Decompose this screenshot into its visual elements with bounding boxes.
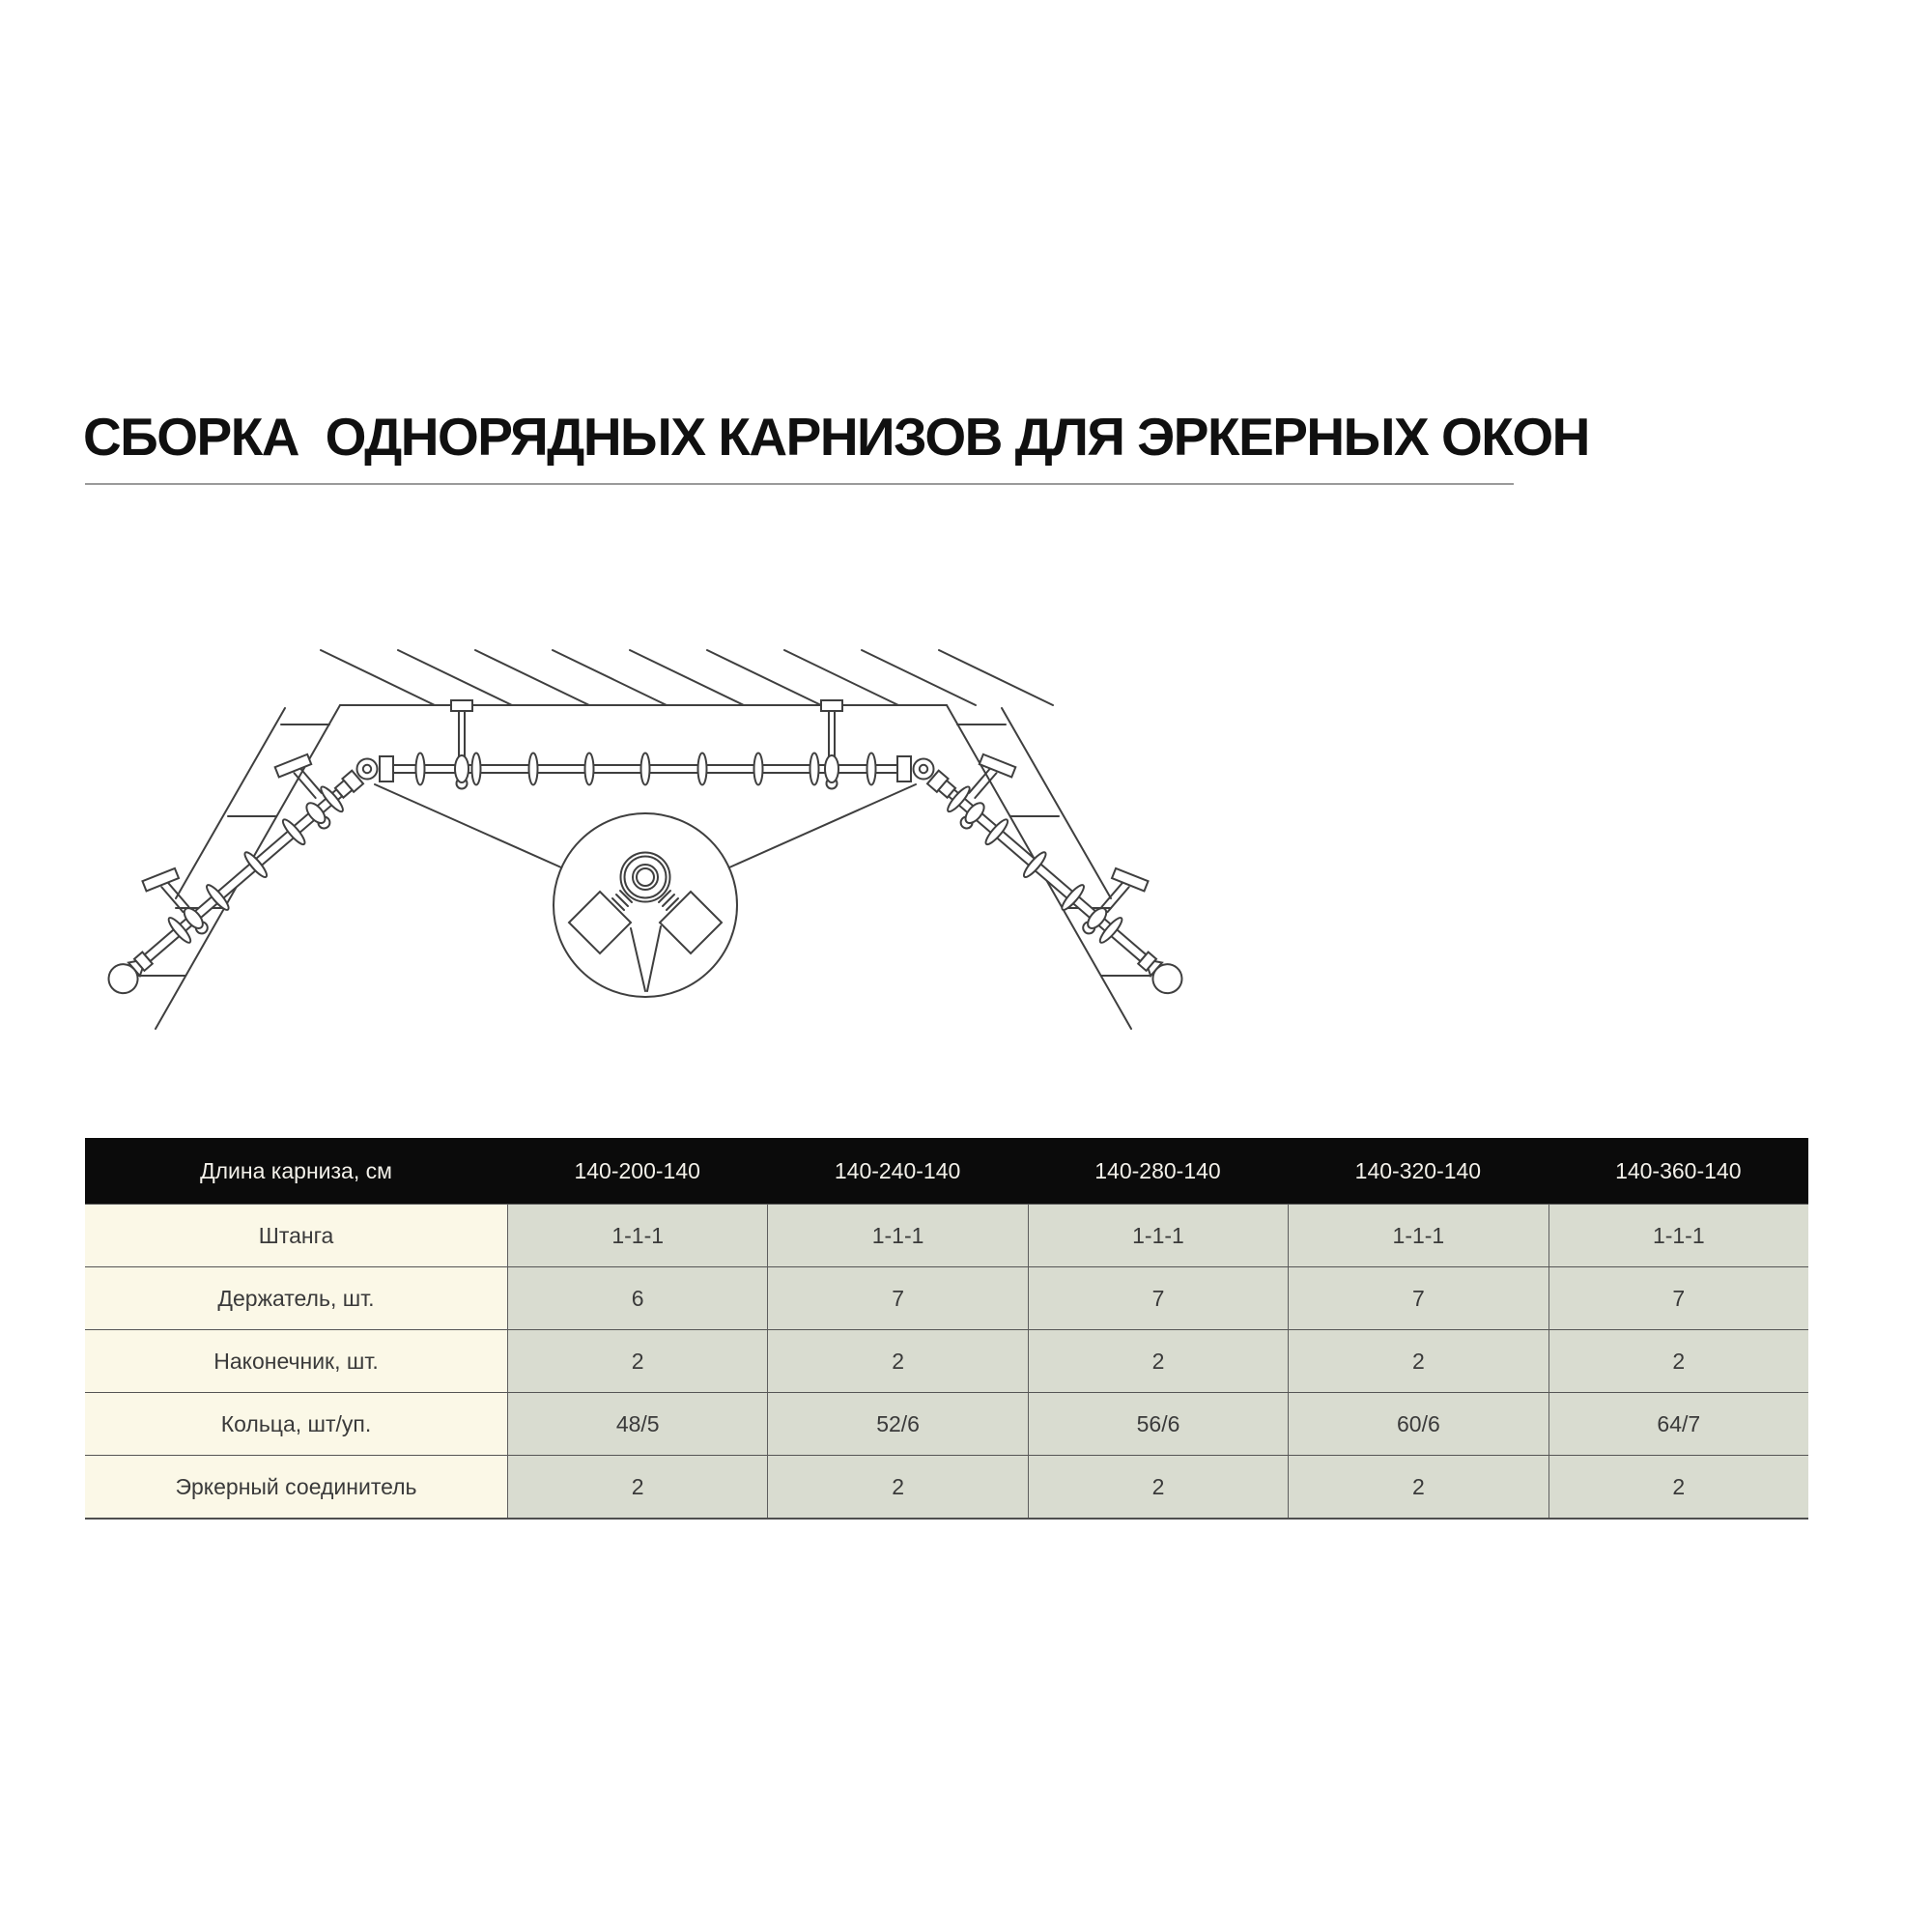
table-cell-value: 56/6 <box>1028 1392 1288 1455</box>
table-cell-value: 7 <box>767 1266 1027 1329</box>
table-row-label: Держатель, шт. <box>85 1266 507 1329</box>
table-header-label: Длина карниза, см <box>85 1138 507 1204</box>
angled-rod-right <box>921 730 1212 1002</box>
left-wall <box>137 705 340 1029</box>
connector-detail-view <box>554 813 737 997</box>
table-header-size: 140-360-140 <box>1548 1138 1808 1204</box>
cornice-assembly-diagram <box>82 642 1212 1072</box>
bay-connector-left <box>357 759 378 780</box>
table-row-label: Эркерный соединитель <box>85 1455 507 1518</box>
table-cell-value: 2 <box>1028 1329 1288 1392</box>
table-cell-value: 2 <box>1288 1455 1548 1518</box>
table-cell-value: 48/5 <box>507 1392 767 1455</box>
table-header-size: 140-320-140 <box>1288 1138 1548 1204</box>
angled-rod-left <box>82 730 370 1002</box>
table-cell-value: 2 <box>1548 1329 1808 1392</box>
table-cell-value: 64/7 <box>1548 1392 1808 1455</box>
ceiling-bracket-left <box>451 700 472 757</box>
table-cell-value: 52/6 <box>767 1392 1027 1455</box>
page-title: СБОРКА ОДНОРЯДНЫХ КАРНИЗОВ ДЛЯ ЭРКЕРНЫХ ОКОН <box>83 407 1589 467</box>
detail-leader-left <box>375 784 561 867</box>
table-header-size: 140-200-140 <box>507 1138 767 1204</box>
table-cell-value: 7 <box>1548 1266 1808 1329</box>
table-row-label: Штанга <box>85 1204 507 1266</box>
ceiling-bracket-right <box>821 700 842 757</box>
table-row-label: Кольца, шт/уп. <box>85 1392 507 1455</box>
title-underline <box>85 483 1514 485</box>
table-cell-value: 60/6 <box>1288 1392 1548 1455</box>
table-cell-value: 1-1-1 <box>1028 1204 1288 1266</box>
table-header-size: 140-280-140 <box>1028 1138 1288 1204</box>
bay-connector-right <box>914 759 934 780</box>
table-cell-value: 2 <box>507 1329 767 1392</box>
table-cell-value: 2 <box>1028 1455 1288 1518</box>
table-row-label: Наконечник, шт. <box>85 1329 507 1392</box>
table-cell-value: 2 <box>1548 1455 1808 1518</box>
table-cell-value: 7 <box>1028 1266 1288 1329</box>
table-cell-value: 1-1-1 <box>767 1204 1027 1266</box>
table-cell-value: 2 <box>507 1455 767 1518</box>
horizontal-rod <box>380 753 911 789</box>
table-cell-value: 6 <box>507 1266 767 1329</box>
detail-leader-right <box>729 784 916 867</box>
table-cell-value: 2 <box>1288 1329 1548 1392</box>
table-cell-value: 1-1-1 <box>1548 1204 1808 1266</box>
table-cell-value: 1-1-1 <box>1288 1204 1548 1266</box>
right-wall <box>947 705 1150 1029</box>
table-header-size: 140-240-140 <box>767 1138 1027 1204</box>
ceiling-hatching <box>321 650 1053 705</box>
table-cell-value: 2 <box>767 1455 1027 1518</box>
table-cell-value: 1-1-1 <box>507 1204 767 1266</box>
table-cell-value: 2 <box>767 1329 1027 1392</box>
table-cell-value: 7 <box>1288 1266 1548 1329</box>
spec-table <box>85 1138 1808 1520</box>
